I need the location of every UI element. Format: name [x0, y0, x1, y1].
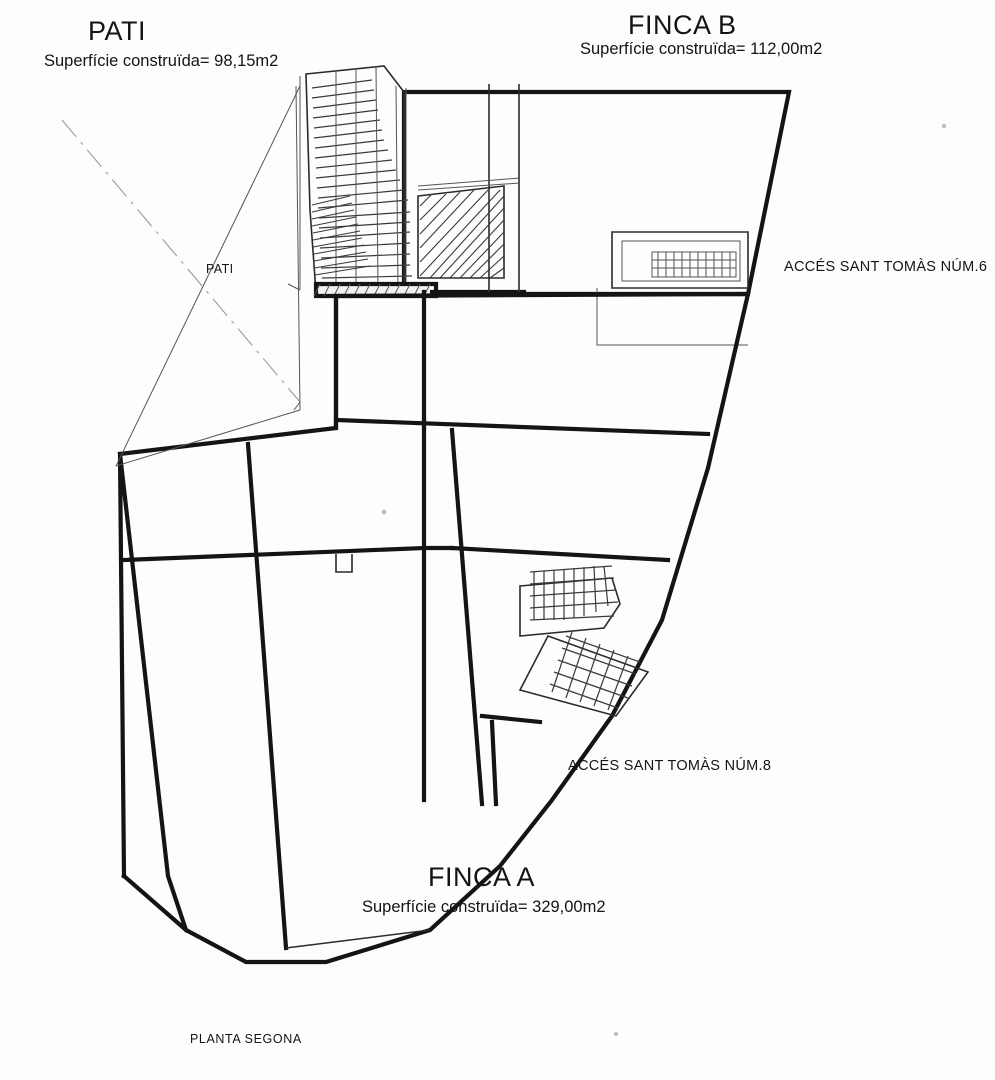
- pati-inner-label: PATI: [206, 262, 234, 276]
- stair-core-upper: [300, 66, 436, 296]
- finca-a-title: FINCA A: [428, 862, 536, 892]
- stair-core-lower: [520, 566, 648, 716]
- finca-a-area: Superfície construïda= 329,00m2: [362, 898, 606, 916]
- planta-segona-label: PLANTA SEGONA: [190, 1032, 302, 1046]
- finca-a-interior-walls: [120, 292, 708, 948]
- pati-area: Superfície construïda= 98,15m2: [44, 52, 279, 70]
- finca-b-inner-room: [597, 232, 748, 345]
- acces-sant-tomas-num8-label: ACCÉS SANT TOMÀS NÚM.8: [568, 758, 772, 774]
- pati-dashed-boundary: [62, 86, 300, 466]
- finca-b-outline: [404, 84, 789, 294]
- finca-b-title: FINCA B: [628, 10, 737, 40]
- acces-sant-tomas-num6-label: ACCÉS SANT TOMÀS NÚM.6: [784, 259, 988, 275]
- hatched-ramp-panel: [418, 178, 520, 278]
- finca-b-area: Superfície construïda= 112,00m2: [580, 40, 823, 58]
- pati-title: PATI: [88, 16, 147, 46]
